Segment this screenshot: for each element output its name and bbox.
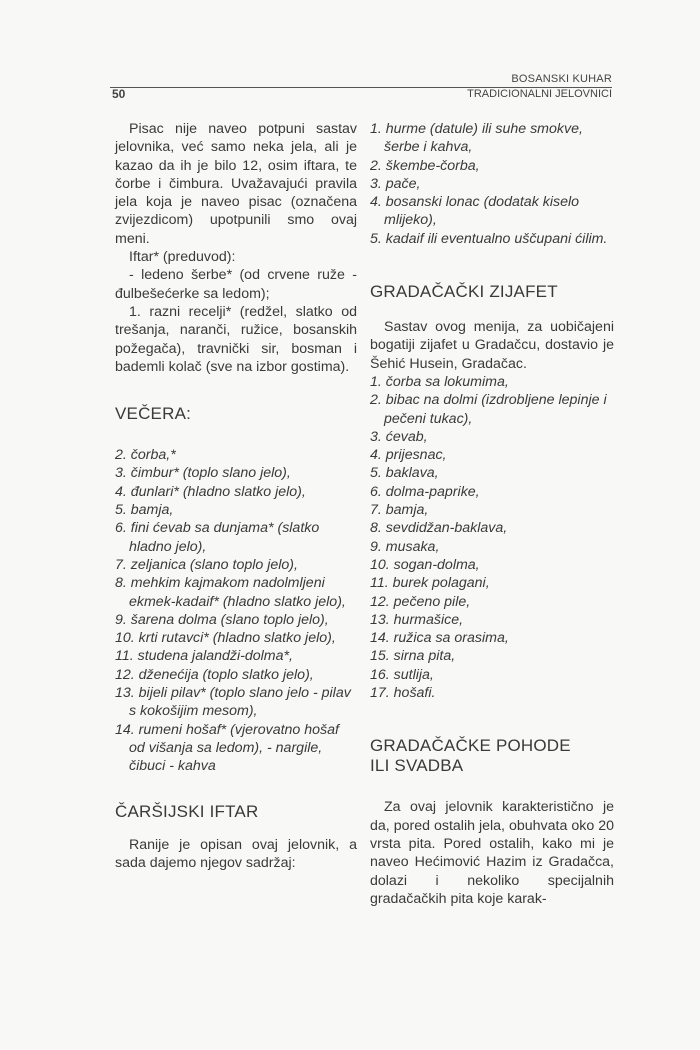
list-item: 7. zeljanica (slano toplo jelo), [115,556,298,573]
list-item: 2. škembe-čorba, [370,157,480,174]
list-item: 14. rumeni hošaf* (vjerovatno hošaf od višanja sa ledom), - nargile, čibuci - kahva [115,721,339,775]
list-item: 2. bibac na dolmi (izdrobljene lepinje i pečeni tukac), [370,392,607,427]
list-item: 7. bamja, [370,502,429,519]
list-item: 5. bamja, [115,502,174,519]
list-item: 4. đunlari* (hladno slatko jelo), [115,483,306,500]
list-item: 15. sirna pita, [370,648,456,665]
list-item: 8. sevdidžan-baklava, [370,520,508,537]
list-item: 1. čorba sa lokumima, [370,373,509,390]
iftar-item-1: 1. razni recelji* (redžel, slatko od trešanja, naranči, ružice, bosanskih požegača), travnički sir, bosman i bademli kolač (sve na izbor gostima). [115,303,357,375]
iftar-item-dash: - ledeno šerbe* (od crvene ruže - đulbešećerke sa ledom); [115,267,357,302]
list-item: 9. musaka, [370,538,440,555]
carsijski-iftar-paragraph: Ranije je opisan ovaj jelovnik, a sada dajemo njegov sadržaj: [115,836,357,871]
heading-line-1: GRADAČAČKE POHODE [370,736,571,756]
gradacacki-zijafet-paragraph: Sastav ovog menija, za uobičajeni bogatiji zijafet u Gradačcu, dostavio je Šehić Husein, Gradačac. [370,319,614,372]
list-item: 3. čimbur* (toplo slano jelo), [115,465,291,482]
section-heading-carsijski-iftar: ČARŠIJSKI IFTAR [115,801,259,821]
heading-line-2: ILI SVADBA [370,756,464,776]
vecera-menu-list [115,446,357,775]
list-item: 14. ružica sa orasima, [370,630,509,647]
list-item: 4. prijesnac, [370,447,447,464]
iftar-label: Iftar* (preduvod): [129,249,236,266]
list-item: 12. dženećija (toplo slatko jelo), [115,666,314,683]
gradacacke-pohode-paragraph: Za ovaj jelovnik karakteristično je da, pored ostalih jela, obuhvata oko 20 vrsta pita. Pored ostalih, kako mi je naveo Hećimović Hazim iz Gradačca, dolazi i nekoliko specijalnih gradačačkih pita koje karak- [370,799,614,907]
list-item: 17. hošafi. [370,685,436,702]
section-heading-gradacacki-zijafet: GRADAČAČKI ZIJAFET [370,282,558,302]
header-rule [110,87,612,88]
list-item: 6. dolma-paprike, [370,483,480,500]
list-item: 10. sogan-dolma, [370,556,480,573]
intro-paragraph: Pisac nije naveo potpuni sastav jelovnika, već samo neka jela, ali je kazao da ih je bilo 12, osim iftara, te čorbe i čimbura. Uvažavajući pravila jela koja je naveo pisac (označena zvijezdicom) upotpunili smo ovaj meni. [115,121,357,247]
section-title: TRADICIONALNI JELOVNICI [467,88,612,100]
right-column [370,120,614,908]
section-heading-gradacacke-pohode [370,736,614,776]
list-item: 11. studena jalandži-dolma*, [115,648,293,665]
list-item: 12. pečeno pile, [370,593,471,610]
book-title: BOSANSKI KUHAR [511,73,612,85]
page-number: 50 [112,87,126,101]
list-item: 2. čorba,* [115,447,176,464]
list-item: 9. šarena dolma (slano toplo jelo), [115,611,329,628]
left-column [115,120,357,872]
list-item: 13. hurmašice, [370,611,464,628]
gradacacki-zijafet-menu-list [370,373,614,702]
list-item: 13. bijeli pilav* (toplo slano jelo - pilav s kokošijim mesom), [115,685,351,720]
list-item: 8. mehkim kajmakom nadolmljeni ekmek-kadaif* (hladno slatko jelo), [115,575,346,610]
carsijski-iftar-menu-list [370,120,614,248]
list-item: 5. kadaif ili eventualno uščupani ćilim. [370,230,608,247]
list-item: 3. pače, [370,175,421,192]
list-item: 4. bosanski lonac (dodatak kiselo mlijeko), [370,194,579,229]
list-item: 3. ćevab, [370,428,428,445]
list-item: 10. krti rutavci* (hladno slatko jelo), [115,630,336,647]
section-heading-vecera: VEČERA: [115,404,192,424]
list-item: 16. sutlija, [370,666,434,683]
list-item: 6. fini ćevab sa dunjama* (slatko hladno jelo), [115,520,320,555]
list-item: 1. hurme (datule) ili suhe smokve, šerbe i kahva, [370,121,583,156]
list-item: 5. baklava, [370,465,439,482]
list-item: 11. burek polagani, [370,575,490,592]
